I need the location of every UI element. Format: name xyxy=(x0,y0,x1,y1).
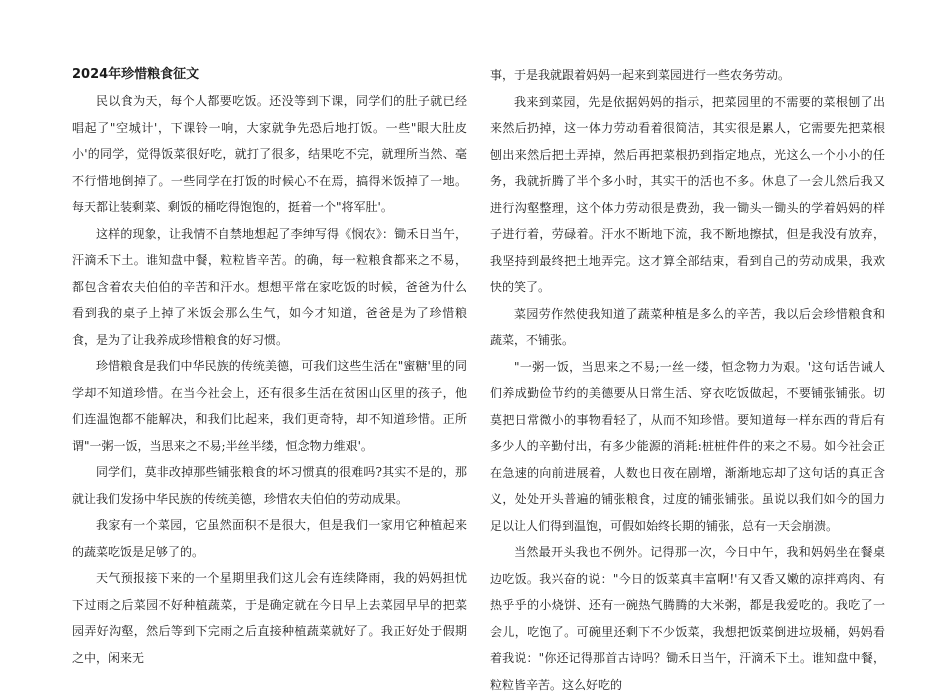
paragraph: 菜园劳作然使我知道了蔬菜种植是多么的辛苦，我以后会珍惜粮食和蔬菜，不铺张。 xyxy=(490,306,885,347)
paragraph: 珍惜粮食是我们中华民族的传统美德，可我们这些生活在"蜜糖'里的同学却不知道珍惜。在当今社会上，还有很多生活在贫困山区里的孩子，他们连温饱都不能解决，和我们比起来，我们更奇特，却不知道珍惜。正所谓"一粥一饭，当思来之不易;半丝半缕，恒念物力维艰'。 xyxy=(72,359,467,453)
paragraph: 我家有一个菜园，它虽然面积不是很大，但是我们一家用它种植起来的蔬菜吃饭是足够了的。 xyxy=(72,518,467,559)
paragraph: 天气预报接下来的一个星期里我们这儿会有连续降雨，我的妈妈担忧下过雨之后菜园不好种植蔬菜，于是确定就在今日早上去菜园早早的把菜园弄好沟壑，然后等到下完雨之后直接种植蔬菜就好了。我正好处于假期之中，闲来无 xyxy=(72,571,467,665)
right-column xyxy=(490,62,885,698)
paragraph: 民以食为天，每个人都要吃饭。还没等到下课，同学们的肚子就已经唱起了"空城计'，下课铃一响，大家就争先恐后地打饭。一些"眼大肚皮小'的同学，觉得饭菜很好吃，就打了很多，结果吃不完，就理所当然、毫不行惜地倒掉了。一些同学在打饭的时候心不在焉，搞得米饭掉了一地。每天都让装剩菜、剩饭的桶吃得饱饱的，挺着一个"将军肚'。 xyxy=(72,94,467,214)
paragraph: 同学们，莫非改掉那些铺张粮食的坏习惯真的很难吗?其实不是的，那就让我们发扬中华民族的传统美德，珍惜农夫伯伯的劳动成果。 xyxy=(72,465,467,506)
paragraph: 我来到菜园，先是依据妈妈的指示，把菜园里的不需要的菜根刨了出来然后扔掉，这一体力劳动看着很简洁，其实很是累人，它需要先把菜根刨出来然后把土弄掉，然后再把菜根扔到指定地点，光这么一个小小的任务，我就折腾了半个多小时，其实干的活也不多。休息了一会儿然后我又进行沟壑整理，这个体力劳动很是费劲，我一锄头一锄头的学着妈妈的样子进行着，劳碌着。汗水不断地下流，我不断地擦拭，但是我没有放弃，我坚持到最终把土地弄完。这才算全部结束，看到自己的劳动成果，我欢快的笑了。 xyxy=(490,94,885,294)
paragraph: "一粥一饭，当思来之不易;一丝一缕，恒念物力为艰。'这句话告诫人们养成勤俭节约的美德要从日常生活、穿衣吃饭做起，不要铺张铺张。切莫把日常微小的事物看轻了，从而不知珍惜。要知道每一样东西的背后有多少人的辛勤付出，有多少能源的消耗:桩桩件件的来之不易。如今社会正在急速的向前进展着，人数也日夜在剧增，渐渐地忘却了这句话的真正含义，处处开头普遍的铺张粮食，过度的铺张铺张。虽说以我们如今的国力足以让人们得到温饱，可假如始终长期的铺张，总有一天会崩溃。 xyxy=(490,359,885,533)
paragraph: 这样的现象，让我情不自禁地想起了李绅写得《悯农》：锄禾日当午，汗滴禾下土。谁知盘中餐，粒粒皆辛苦。的确，每一粒粮食都来之不易，都包含着农夫伯伯的辛苦和汗水。想想平常在家吃饭的时候，爸爸为什么看到我的桌子上掉了米饭会那么生气，如今才知道，爸爸是为了珍惜粮食，是为了让我养成珍惜粮食的好习惯。 xyxy=(72,226,467,347)
document-title: 2024年珍惜粮食征文 xyxy=(72,67,200,82)
left-column xyxy=(72,62,467,671)
paragraph: 当然最开头我也不例外。记得那一次，今日中午，我和妈妈坐在餐桌边吃饭。我兴奋的说："今日的饭菜真丰富啊!'有又香又嫩的凉拌鸡肉、有热乎乎的小烧饼、还有一碗热气腾腾的大米粥，都是我爱吃的。我吃了一会儿，吃饱了。可碗里还剩下不少饭菜，我想把饭菜倒进垃圾桶，妈妈看着我说："你还记得那首古诗吗？锄禾日当午，汗滴禾下土。谁知盘中餐，粒粒皆辛苦。这么好吃的 xyxy=(490,545,885,692)
paragraph-continuation: 事，于是我就跟着妈妈一起来到菜园进行一些农务劳动。 xyxy=(490,68,791,82)
